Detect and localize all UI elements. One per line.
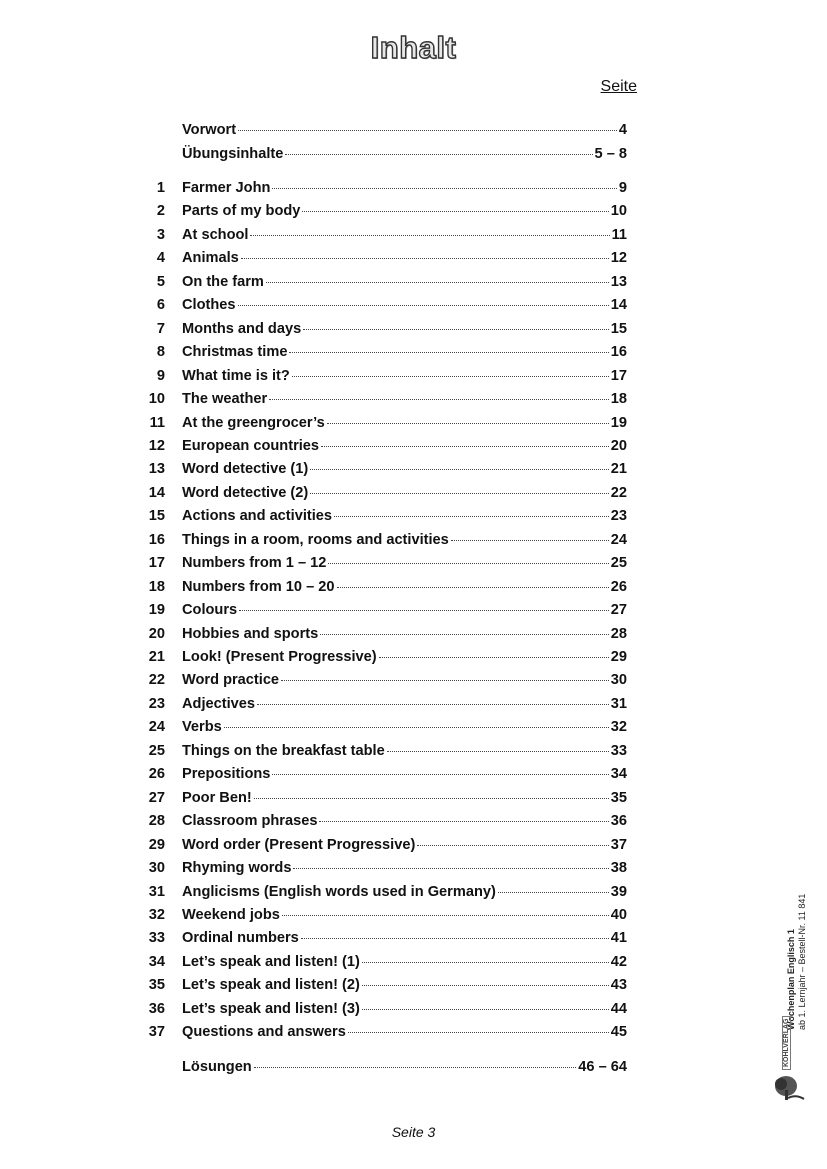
dot-leader bbox=[387, 741, 609, 752]
page-number: 14 bbox=[610, 297, 627, 313]
chapter-title: Questions and answers bbox=[182, 1024, 346, 1040]
chapter-number: 8 bbox=[156, 344, 165, 360]
dot-leader bbox=[498, 882, 609, 893]
toc-row bbox=[140, 835, 627, 855]
page-number: 19 bbox=[610, 415, 627, 431]
chapter-number: 21 bbox=[148, 649, 165, 665]
chapter-number: 16 bbox=[148, 532, 165, 548]
chapter-title: Clothes bbox=[182, 297, 236, 313]
page-number: 23 bbox=[610, 508, 627, 524]
chapter-number: 31 bbox=[148, 884, 165, 900]
chapter-title: Lösungen bbox=[182, 1059, 252, 1075]
chapter-title: Farmer John bbox=[182, 180, 271, 196]
dot-leader bbox=[302, 201, 608, 212]
toc-row bbox=[140, 928, 627, 948]
chapter-title: Numbers from 10 – 20 bbox=[182, 579, 335, 595]
chapter-title: Numbers from 1 – 12 bbox=[182, 555, 327, 571]
page-number: 18 bbox=[610, 391, 627, 407]
page-number: 30 bbox=[610, 672, 627, 688]
toc-row bbox=[140, 905, 627, 925]
dot-leader bbox=[238, 295, 609, 306]
chapter-title: On the farm bbox=[182, 274, 264, 290]
chapter-number: 19 bbox=[148, 602, 165, 618]
toc-row bbox=[140, 436, 627, 456]
dot-leader bbox=[238, 120, 617, 131]
page-number: 27 bbox=[610, 602, 627, 618]
page-number: 41 bbox=[610, 930, 627, 946]
chapter-title: Hobbies and sports bbox=[182, 626, 319, 642]
chapter-title: Word practice bbox=[182, 672, 280, 688]
chapter-title: Weekend jobs bbox=[182, 907, 280, 923]
dot-leader bbox=[281, 670, 609, 681]
chapter-title: Word detective (1) bbox=[182, 461, 309, 477]
page-number: 45 bbox=[610, 1024, 627, 1040]
chapter-number: 32 bbox=[148, 907, 165, 923]
dot-leader bbox=[224, 717, 609, 728]
toc-row bbox=[140, 624, 627, 644]
page-number: 16 bbox=[610, 344, 627, 360]
chapter-title: European countries bbox=[182, 438, 320, 454]
chapter-number: 17 bbox=[148, 555, 165, 571]
page-number: 31 bbox=[610, 696, 627, 712]
dot-leader bbox=[257, 694, 609, 705]
page-number: 25 bbox=[610, 555, 627, 571]
dot-leader bbox=[269, 389, 609, 400]
page-number: 20 bbox=[610, 438, 627, 454]
chapter-number: 10 bbox=[148, 391, 165, 407]
tree-logo-icon bbox=[772, 1072, 806, 1102]
toc-row bbox=[140, 764, 627, 784]
dot-leader bbox=[282, 905, 609, 916]
chapter-title: Let’s speak and listen! (3) bbox=[182, 1001, 360, 1017]
dot-leader bbox=[362, 999, 609, 1010]
dot-leader bbox=[362, 975, 609, 986]
toc-row bbox=[140, 248, 627, 268]
chapter-number: 36 bbox=[148, 1001, 165, 1017]
toc-row bbox=[140, 577, 627, 597]
chapter-number: 15 bbox=[148, 508, 165, 524]
page-number: 17 bbox=[610, 368, 627, 384]
page-number: 15 bbox=[610, 321, 627, 337]
chapter-title: Ordinal numbers bbox=[182, 930, 299, 946]
chapter-title: Rhyming words bbox=[182, 860, 292, 876]
dot-leader bbox=[239, 600, 609, 611]
chapter-number: 14 bbox=[148, 485, 165, 501]
dot-leader bbox=[327, 413, 609, 424]
page-footer: Seite 3 bbox=[391, 1124, 436, 1140]
chapter-number: 11 bbox=[149, 415, 165, 431]
page-number: 24 bbox=[610, 532, 627, 548]
page-number: 10 bbox=[610, 203, 627, 219]
dot-leader bbox=[289, 342, 608, 353]
chapter-number: 6 bbox=[156, 297, 165, 313]
publisher-info bbox=[786, 894, 808, 1030]
chapter-title: Verbs bbox=[182, 719, 222, 735]
toc-row bbox=[140, 225, 627, 245]
page-title: Inhalt bbox=[370, 30, 457, 65]
toc-row bbox=[140, 295, 627, 315]
chapter-title: Look! (Present Progressive) bbox=[182, 649, 377, 665]
toc-row bbox=[140, 741, 627, 761]
chapter-number: 27 bbox=[148, 790, 165, 806]
toc-row bbox=[140, 975, 627, 995]
chapter-number: 2 bbox=[156, 203, 165, 219]
chapter-number: 22 bbox=[148, 672, 165, 688]
page-number: 12 bbox=[610, 250, 627, 266]
dot-leader bbox=[320, 624, 609, 635]
chapter-number: 1 bbox=[156, 180, 165, 196]
order-number: ab 1. Lernjahr – Bestell-Nr. 11 841 bbox=[797, 893, 807, 1030]
page-number: 21 bbox=[610, 461, 627, 477]
chapter-number: 20 bbox=[148, 626, 165, 642]
toc-row bbox=[140, 389, 627, 409]
chapter-number: 34 bbox=[148, 954, 165, 970]
chapter-number: 7 bbox=[156, 321, 165, 337]
toc-row bbox=[140, 319, 627, 339]
page-number: 22 bbox=[610, 485, 627, 501]
dot-leader bbox=[362, 952, 609, 963]
dot-leader bbox=[293, 858, 608, 869]
dot-leader bbox=[310, 459, 609, 470]
chapter-title: Word detective (2) bbox=[182, 485, 309, 501]
page-number: 5 – 8 bbox=[594, 146, 627, 162]
dot-leader bbox=[301, 928, 609, 939]
chapter-title: Christmas time bbox=[182, 344, 288, 360]
page-number: 29 bbox=[610, 649, 627, 665]
chapter-title: At school bbox=[182, 227, 249, 243]
page-number: 36 bbox=[610, 813, 627, 829]
publisher-name: KOHLVERLAG bbox=[782, 1016, 791, 1070]
page-number: 33 bbox=[610, 743, 627, 759]
chapter-number: 30 bbox=[148, 860, 165, 876]
page-number: 13 bbox=[610, 274, 627, 290]
page-number: 26 bbox=[610, 579, 627, 595]
chapter-title: Vorwort bbox=[182, 122, 237, 138]
chapter-title: At the greengrocer’s bbox=[182, 415, 325, 431]
dot-leader bbox=[272, 764, 608, 775]
chapter-title: The weather bbox=[182, 391, 268, 407]
book-title: Wochenplan Englisch 1 bbox=[786, 929, 796, 1030]
toc-row bbox=[140, 952, 627, 972]
dot-leader bbox=[451, 530, 609, 541]
toc-row bbox=[140, 647, 627, 667]
chapter-title: Things in a room, rooms and activities bbox=[182, 532, 449, 548]
page-number: 38 bbox=[610, 860, 627, 876]
chapter-title: Things on the breakfast table bbox=[182, 743, 385, 759]
dot-leader bbox=[292, 366, 609, 377]
toc-row bbox=[140, 120, 627, 140]
toc-row bbox=[140, 717, 627, 737]
chapter-number: 23 bbox=[148, 696, 165, 712]
dot-leader bbox=[285, 144, 592, 155]
toc-row bbox=[140, 788, 627, 808]
dot-leader bbox=[272, 178, 616, 189]
toc-row bbox=[140, 1057, 627, 1077]
toc-row bbox=[140, 858, 627, 878]
chapter-number: 18 bbox=[148, 579, 165, 595]
toc-row bbox=[140, 342, 627, 362]
page-number: 46 – 64 bbox=[578, 1059, 627, 1075]
chapter-title: Word order (Present Progressive) bbox=[182, 837, 416, 853]
dot-leader bbox=[319, 811, 608, 822]
chapter-number: 12 bbox=[148, 438, 165, 454]
toc-row bbox=[140, 694, 627, 714]
page-number: 32 bbox=[610, 719, 627, 735]
dot-leader bbox=[348, 1022, 609, 1033]
toc-row bbox=[140, 600, 627, 620]
chapter-title: Let’s speak and listen! (1) bbox=[182, 954, 360, 970]
chapter-number: 35 bbox=[148, 977, 165, 993]
chapter-number: 24 bbox=[148, 719, 165, 735]
page-number: 42 bbox=[610, 954, 627, 970]
dot-leader bbox=[241, 248, 609, 259]
page-number: 44 bbox=[610, 1001, 627, 1017]
toc-row bbox=[140, 366, 627, 386]
toc-row bbox=[140, 413, 627, 433]
toc-row bbox=[140, 882, 627, 902]
page-number: 34 bbox=[610, 766, 627, 782]
chapter-title: Adjectives bbox=[182, 696, 256, 712]
toc-row bbox=[140, 459, 627, 479]
chapter-number: 28 bbox=[148, 813, 165, 829]
chapter-number: 9 bbox=[156, 368, 165, 384]
dot-leader bbox=[254, 788, 609, 799]
chapter-title: Prepositions bbox=[182, 766, 271, 782]
dot-leader bbox=[334, 506, 609, 517]
chapter-title: Anglicisms (English words used in Germany) bbox=[182, 884, 496, 900]
page-number: 9 bbox=[618, 180, 627, 196]
chapter-number: 26 bbox=[148, 766, 165, 782]
chapter-number: 13 bbox=[148, 461, 165, 477]
chapter-number: 5 bbox=[156, 274, 165, 290]
toc-row bbox=[140, 506, 627, 526]
chapter-number: 37 bbox=[148, 1024, 165, 1040]
page-number: 39 bbox=[610, 884, 627, 900]
toc-row bbox=[140, 178, 627, 198]
chapter-title: Let’s speak and listen! (2) bbox=[182, 977, 360, 993]
chapter-number: 25 bbox=[148, 743, 165, 759]
chapter-title: Übungsinhalte bbox=[182, 146, 284, 162]
toc-row bbox=[140, 483, 627, 503]
toc-row bbox=[140, 144, 627, 164]
chapter-number: 4 bbox=[156, 250, 165, 266]
dot-leader bbox=[250, 225, 609, 236]
chapter-title: Poor Ben! bbox=[182, 790, 252, 806]
dot-leader bbox=[321, 436, 609, 447]
page-number: 37 bbox=[610, 837, 627, 853]
dot-leader bbox=[337, 577, 609, 588]
chapter-number: 29 bbox=[148, 837, 165, 853]
dot-leader bbox=[417, 835, 608, 846]
toc-row bbox=[140, 811, 627, 831]
dot-leader bbox=[310, 483, 609, 494]
toc-row bbox=[140, 999, 627, 1019]
toc-row bbox=[140, 670, 627, 690]
dot-leader bbox=[254, 1057, 577, 1068]
chapter-number: 33 bbox=[148, 930, 165, 946]
chapter-title: Actions and activities bbox=[182, 508, 333, 524]
chapter-title: Animals bbox=[182, 250, 239, 266]
chapter-title: Colours bbox=[182, 602, 238, 618]
chapter-title: Classroom phrases bbox=[182, 813, 318, 829]
chapter-title: Parts of my body bbox=[182, 203, 301, 219]
chapter-number: 3 bbox=[156, 227, 165, 243]
page-number: 35 bbox=[610, 790, 627, 806]
page-column-label: Seite bbox=[600, 78, 637, 95]
page-number: 28 bbox=[610, 626, 627, 642]
dot-leader bbox=[266, 272, 609, 283]
toc-row bbox=[140, 530, 627, 550]
chapter-title: Months and days bbox=[182, 321, 302, 337]
page-number: 11 bbox=[611, 227, 627, 243]
toc-row bbox=[140, 272, 627, 292]
toc-row bbox=[140, 553, 627, 573]
chapter-title: What time is it? bbox=[182, 368, 290, 384]
toc-row bbox=[140, 1022, 627, 1042]
toc-row bbox=[140, 201, 627, 221]
dot-leader bbox=[303, 319, 609, 330]
page-number: 4 bbox=[618, 122, 627, 138]
page-number: 40 bbox=[610, 907, 627, 923]
dot-leader bbox=[328, 553, 608, 564]
page-number: 43 bbox=[610, 977, 627, 993]
dot-leader bbox=[379, 647, 609, 658]
